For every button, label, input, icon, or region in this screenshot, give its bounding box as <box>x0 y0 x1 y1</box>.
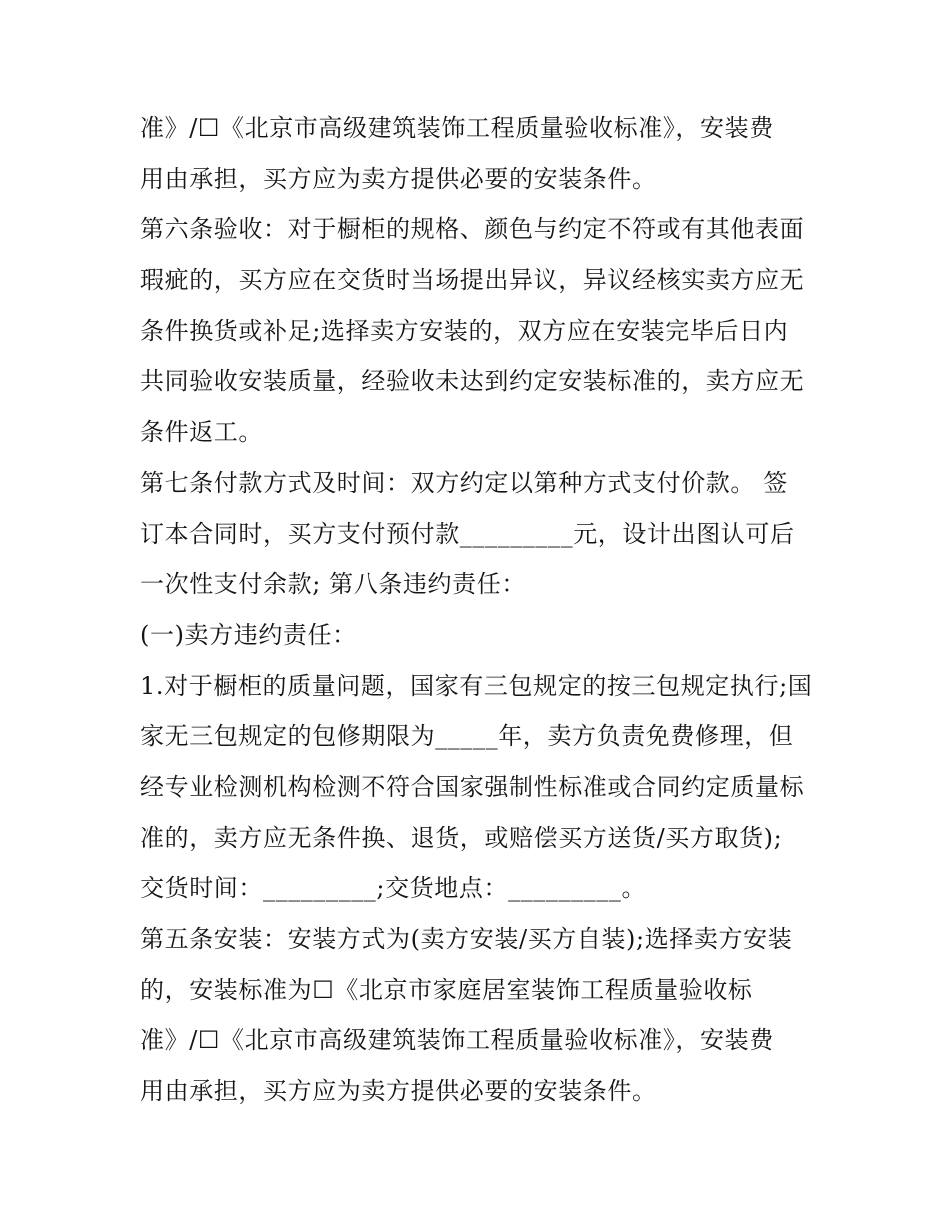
text-line: 用由承担，买方应为卖方提供必要的安装条件。 <box>140 164 657 193</box>
text-line: 用由承担，买方应为卖方提供必要的安装条件。 <box>140 1077 657 1106</box>
text-line: 家无三包规定的包修期限为_____年，卖方负责免费修理，但 <box>140 722 794 751</box>
text-line: 一次性支付余款; 第八条违约责任： <box>140 570 526 599</box>
text-line: 准》/☐《北京市高级建筑装饰工程质量验收标准》，安装费 <box>140 1026 774 1055</box>
text-line: 1.对于橱柜的质量问题，国家有三包规定的按三包规定执行;国 <box>140 671 813 700</box>
text-line: 经专业检测机构检测不符合国家强制性标准或合同约定质量标 <box>140 772 805 801</box>
text-line: 的，安装标准为☐《北京市家庭居室装饰工程质量验收标 <box>140 975 753 1004</box>
text-line: 共同验收安装质量，经验收未达到约定安装标准的，卖方应无 <box>140 367 805 396</box>
text-line: 条件换货或补足;选择卖方安装的，双方应在安装完毕后日内 <box>140 316 789 345</box>
text-line: 条件返工。 <box>140 418 263 447</box>
text-line: 第五条安装：安装方式为(卖方安装/买方自装);选择卖方安装 <box>140 925 793 953</box>
text-line: 准的，卖方应无条件换、退货，或赔偿买方送货/买方取货); <box>140 823 783 852</box>
text-line: (一)卖方违约责任： <box>140 620 357 649</box>
text-line: 第六条验收：对于橱柜的规格、颜色与约定不符或有其他表面 <box>140 215 805 244</box>
text-line: 瑕疵的，买方应在交货时当场提出异议，异议经核实卖方应无 <box>140 266 805 295</box>
contract-text <box>140 103 820 1117</box>
text-line: 订本合同时，买方支付预付款_________元，设计出图认可后 <box>140 519 795 548</box>
text-line: 准》/☐《北京市高级建筑装饰工程质量验收标准》，安装费 <box>140 114 774 142</box>
text-line: 第七条付款方式及时间：双方约定以第种方式支付价款。 签 <box>140 468 788 497</box>
text-line: 交货时间：_________;交货地点：_________。 <box>140 874 647 903</box>
